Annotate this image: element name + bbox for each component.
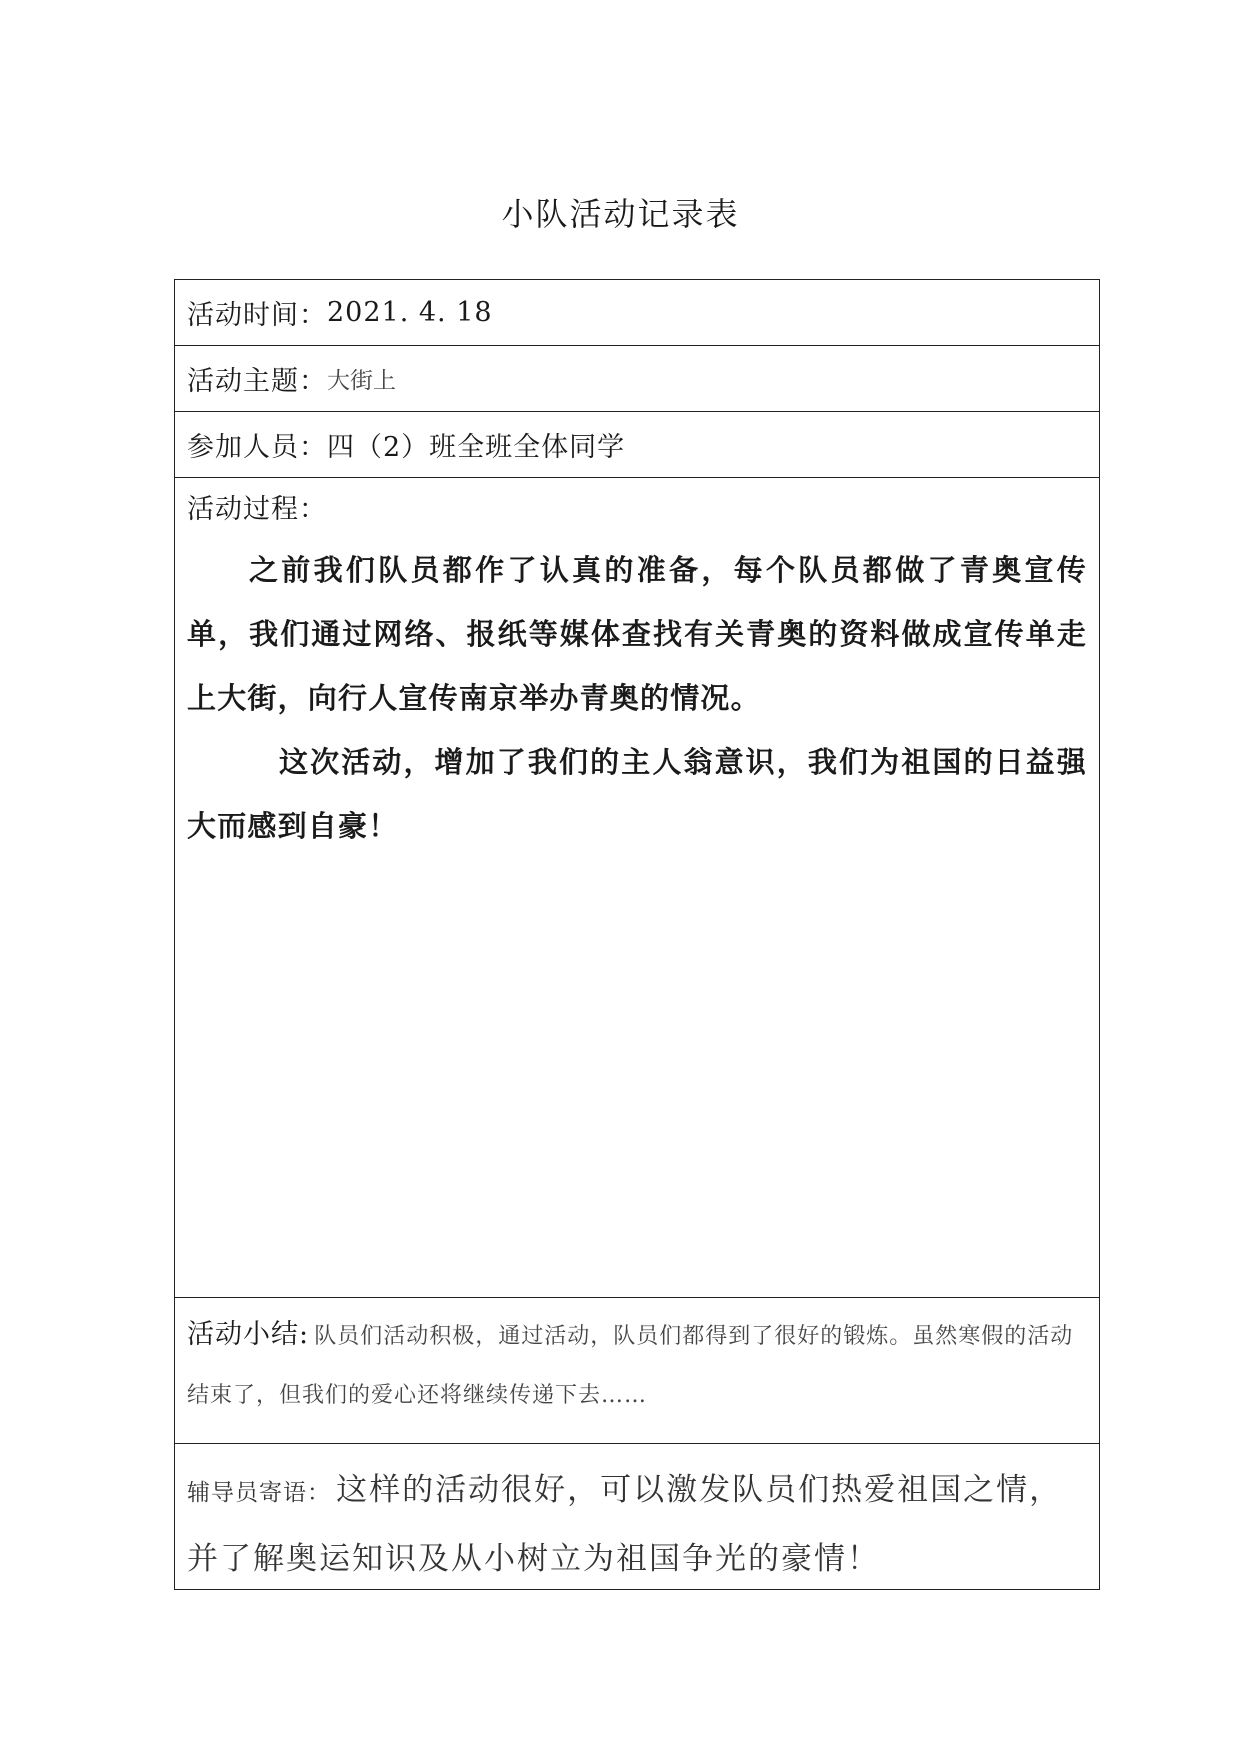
participants-row [175, 412, 1099, 478]
time-row [175, 280, 1099, 346]
theme-value: 大街上 [327, 368, 396, 394]
advisor-label: 辅导员寄语： [187, 1480, 331, 1506]
theme-row [175, 346, 1099, 412]
summary-text: 队员们活动积极，通过活动，队员们都得到了很好的锻炼。虽然寒假的活动结束了，但我们的爱心还将继续传递下去…… [187, 1324, 1074, 1408]
process-paragraph: 之前我们队员都作了认真的准备，每个队员都做了青奥宣传单，我们通过网络、报纸等媒体查找有关青奥的资料做成宣传单走上大街，向行人宣传南京举办青奥的情况。 [187, 553, 1087, 715]
participants-label: 参加人员： [187, 432, 327, 463]
participants-value: 四（2）班全班全体同学 [327, 432, 626, 463]
advisor-content [187, 1458, 1087, 1596]
activity-record-table [174, 279, 1100, 1590]
process-label: 活动过程： [187, 494, 327, 525]
advisor-row [175, 1444, 1099, 1589]
advisor-text: 这样的活动很好，可以激发队员们热爱祖国之情，并了解奥运知识及从小树立为祖国争光的豪情！ [187, 1472, 1063, 1577]
process-row [175, 478, 1099, 1298]
time-value: 2021. 4. 18 [327, 297, 493, 328]
summary-row [175, 1298, 1099, 1444]
page-title: 小队活动记录表 [501, 195, 740, 233]
theme-label: 活动主题： [187, 366, 327, 397]
process-paragraph: 这次活动，增加了我们的主人翁意识，我们为祖国的日益强大而感到自豪！ [187, 745, 1087, 843]
time-label: 活动时间： [187, 300, 327, 331]
summary-content [187, 1306, 1087, 1426]
summary-label: 活动小结: [187, 1319, 310, 1350]
